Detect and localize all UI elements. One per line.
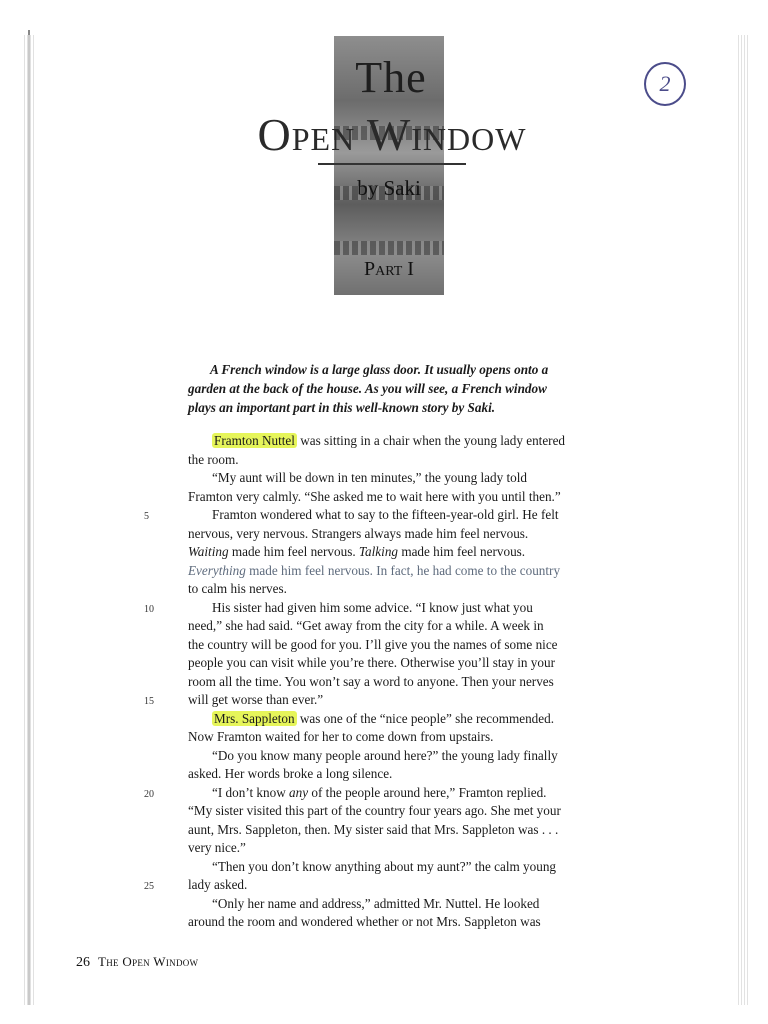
story-emphasis: Talking: [358, 544, 399, 559]
story-line: [144, 599, 608, 618]
story-line: [188, 562, 608, 581]
story-text-span: was sitting in a chair when the young lady entered: [296, 433, 566, 448]
page-footer: [76, 954, 198, 971]
title-rule: [318, 163, 466, 165]
story-line: people you can visit while you’re there. Otherwise you’ll stay in your: [188, 655, 555, 670]
scan-edge-right: [738, 35, 748, 1005]
story-line: room all the time. You won’t say a word to anyone. Then your nerves: [188, 673, 554, 689]
line-number: 5: [144, 511, 149, 522]
story-line: nervous, very nervous. Strangers always made him feel nervous.: [188, 525, 529, 541]
intro-paragraph: [188, 360, 598, 417]
story-line: “Do you know many people around here?” the young lady finally: [212, 747, 558, 763]
story-line: around the room and wondered whether or not Mrs. Sappleton was: [188, 914, 541, 929]
story-text-span: was one of the “nice people” she recommended.: [296, 710, 555, 726]
story-line: the room.: [188, 451, 239, 467]
story-emphasis: Everything: [188, 562, 246, 578]
story-line: [144, 784, 608, 803]
byline: by Saki: [357, 176, 421, 200]
story-line: need,” she had said. “Get away from the city for a while. A week in: [188, 618, 544, 633]
running-title: The Open Window: [98, 954, 199, 969]
line-number: 10: [144, 603, 154, 615]
title-main: Open Window: [257, 109, 527, 160]
story-line: Framton very calmly. “She asked me to wait here with you until then.”: [188, 488, 561, 504]
story-text: [144, 432, 608, 932]
story-line: “Only her name and address,” admitted Mr. Nuttel. He looked: [212, 895, 540, 911]
highlighted-name: Mrs. Sappleton: [214, 710, 295, 726]
story-text-span: made him feel nervous.: [398, 544, 526, 559]
story-line: aunt, Mrs. Sappleton, then. My sister said that Mrs. Sappleton was . . .: [188, 821, 559, 837]
story-text-span: His sister had given him some advice. “I know just what you: [212, 599, 533, 615]
highlighted-name: Framton Nuttel: [214, 433, 295, 448]
story-line: “Then you don’t know anything about my aunt?” the calm young: [212, 858, 557, 874]
line-number: 25: [144, 881, 154, 892]
story-line: [188, 710, 608, 729]
story-emphasis: any: [289, 784, 309, 800]
story-line: very nice.”: [188, 840, 246, 855]
story-text-span: will get worse than ever.”: [188, 692, 324, 707]
story-line: the country will be good for you. I’ll give you the names of some nice: [188, 636, 558, 652]
story-text-span: made him feel nervous. In fact, he had come to the country: [245, 562, 561, 578]
story-text-span: made him feel nervous.: [228, 544, 359, 559]
intro-line: plays an important part in this well-known story by Saki.: [188, 400, 496, 415]
line-number: 15: [144, 696, 154, 707]
story-line: Now Framton waited for her to come down from upstairs.: [188, 729, 494, 744]
story-text-span: lady asked.: [188, 877, 248, 892]
part-label: Part I: [364, 258, 414, 280]
story-line: [144, 506, 608, 525]
story-text-span: of the people around here,” Framton replied.: [308, 784, 547, 800]
intro-line: A French window is a large glass door. It usually opens onto a: [210, 362, 549, 377]
story-line: “My aunt will be down in ten minutes,” the young lady told: [212, 470, 527, 485]
scan-edge-left-texture: [24, 35, 36, 1005]
handwritten-circle-number: 2: [644, 62, 686, 106]
story-line: [188, 543, 608, 562]
story-line: “My sister visited this part of the country four years ago. She met your: [188, 803, 561, 818]
story-emphasis: Waiting: [188, 544, 229, 559]
page-number: 26: [76, 955, 90, 970]
story-line: asked. Her words broke a long silence.: [188, 766, 393, 781]
line-number: 20: [144, 788, 154, 800]
story-line: [188, 432, 608, 451]
story-line: [144, 691, 608, 710]
story-text-span: Framton wondered what to say to the fifteen-year-old girl. He felt: [212, 507, 559, 522]
story-line: to calm his nerves.: [188, 581, 287, 596]
story-line: [144, 876, 608, 895]
story-text-span: “I don’t know: [212, 784, 290, 800]
intro-line: garden at the back of the house. As you will see, a French window: [188, 381, 547, 396]
title-the: The: [355, 53, 427, 102]
